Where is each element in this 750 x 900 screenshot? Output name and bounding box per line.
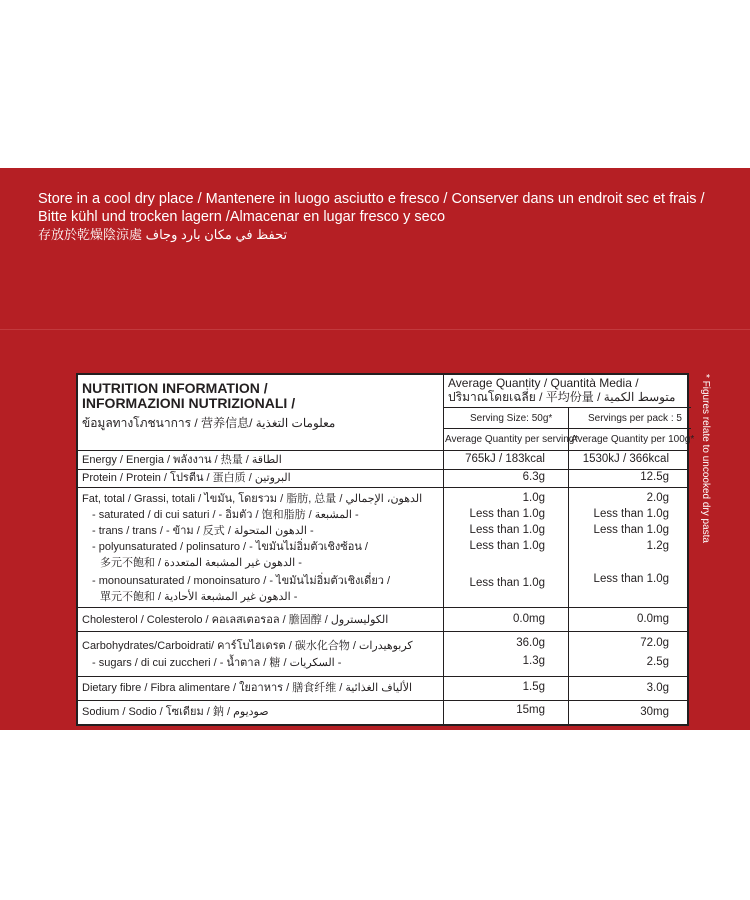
footnote: [697, 374, 715, 574]
band-divider: [0, 329, 750, 330]
rule-protein: [78, 487, 687, 488]
fat-serving: 1.0g: [522, 492, 545, 504]
rule-cholesterol: [78, 631, 687, 632]
saturated-label: - saturated / di cui saturi / - อิ่มตัว / 饱和脂肪 / المشبعة -: [92, 509, 359, 521]
sugars-serving: 1.3g: [522, 655, 545, 667]
cholesterol-label: Cholesterol / Colesterolo / คอเลสเตอรอล / 膽固醇 / الكوليسترول: [82, 614, 389, 626]
cholesterol-per100: 0.0mg: [637, 613, 669, 625]
protein-label: Protein / Protein / โปรตีน / 蛋白质 / البروتين: [82, 472, 291, 484]
col-divider-1: [443, 375, 444, 726]
mono-per100: Less than 1.0g: [593, 573, 669, 585]
saturated-per100: Less than 1.0g: [593, 508, 669, 520]
rule-carbs-block: [78, 676, 687, 677]
title-line-2: INFORMAZIONI NUTRIZIONALI /: [82, 395, 296, 411]
sugars-per100: 2.5g: [646, 656, 669, 668]
sugars-label: - sugars / di cui zuccheri / - น้ำตาล / 糖 / السكريات -: [92, 657, 342, 669]
energy-label: Energy / Energia / พลังงาน / 热量 / الطاقة: [82, 454, 282, 466]
sodium-per100: 30mg: [640, 706, 669, 718]
fibre-serving: 1.5g: [522, 681, 545, 693]
fat-label: Fat, total / Grassi, totali / ไขมัน, โดยรวม / 脂肪, 总量 / الدهون، الإجمالي: [82, 493, 423, 505]
saturated-serving: Less than 1.0g: [469, 508, 545, 520]
title-line-1: NUTRITION INFORMATION /: [82, 380, 268, 396]
servings-per-pack: Servings per pack : 5: [588, 413, 682, 424]
sodium-label: Sodium / Sodio / โซเดียม / 鈉 / صوديوم: [82, 706, 269, 718]
mono-label-2: 單元不飽和 / الدهون غير المشبعة الأحادية -: [100, 591, 298, 603]
rule-energy: [78, 469, 687, 470]
avg-qty-line-1: Average Quantity / Quantità Media /: [448, 376, 639, 390]
carbs-serving: 36.0g: [516, 637, 545, 649]
mono-serving: Less than 1.0g: [469, 577, 545, 589]
poly-per100: 1.2g: [646, 540, 669, 552]
storage-line-1: Store in a cool dry place / Mantenere in luogo asciutto e fresco / Conserver dans un endroit sec et frais /: [38, 191, 705, 207]
carbs-per100: 72.0g: [640, 637, 669, 649]
energy-serving: 765kJ / 183kcal: [465, 453, 545, 465]
fibre-per100: 3.0g: [646, 682, 669, 694]
storage-instructions: [38, 190, 750, 244]
carbs-label: Carbohydrates/Carboidrati/ คาร์โบไฮเดรต / 碳水化合物 / كربوهيدرات: [82, 640, 413, 652]
rule-header-bottom: [78, 450, 687, 451]
col-divider-2: [568, 407, 569, 726]
avg-qty-line-2: ปริมาณโดยเฉลี่ย / 平均份量 / متوسط الكمية: [448, 390, 676, 404]
trans-label: - trans / trans / - ข้าม / 反式 / الدهون المتحولة -: [92, 525, 314, 537]
storage-line-2: Bitte kühl und trocken lagern /Almacenar en lugar fresco y seco: [38, 209, 446, 225]
protein-serving: 6.3g: [522, 471, 545, 483]
rule-serving-top: [443, 407, 691, 408]
fibre-label: Dietary fibre / Fibra alimentare / ใยอาหาร / 膳食纤维 / الألياف الغذائية: [82, 682, 413, 694]
storage-line-3: 存放於乾燥陰涼處 تحفظ في مكان بارد وجاف: [38, 227, 288, 242]
poly-label-1: - polyunsaturated / polinsaturo / - ไขมันไม่อิ่มตัวเชิงซ้อน /: [92, 541, 368, 553]
protein-per100: 12.5g: [640, 471, 669, 483]
rule-fat-block: [78, 607, 687, 608]
poly-serving: Less than 1.0g: [469, 540, 545, 552]
energy-per100: 1530kJ / 366kcal: [582, 453, 669, 465]
serving-size: Serving Size: 50g*: [470, 413, 553, 424]
nutrition-table: [76, 373, 695, 726]
sodium-serving: 15mg: [516, 704, 545, 716]
trans-serving: Less than 1.0g: [469, 524, 545, 536]
avg-per-100g-header: Average Quantity per 100g*: [571, 434, 695, 445]
rule-serving-mid: [443, 428, 691, 429]
footnote-text: * Figures relate to uncooked dry pasta: [700, 374, 711, 543]
title-line-3: ข้อมูลทางโภชนาการ / 营养信息/ معلومات التغذية: [82, 416, 336, 430]
avg-per-serving-header: Average Quantity per serving*: [445, 434, 579, 445]
trans-per100: Less than 1.0g: [593, 524, 669, 536]
cholesterol-serving: 0.0mg: [513, 613, 545, 625]
rule-fibre: [78, 700, 687, 701]
mono-label-1: - monounsaturated / monoinsaturo / - ไขมันไม่อิ่มตัวเชิงเดี่ยว /: [92, 575, 391, 587]
poly-label-2: 多元不飽和 / الدهون غير المشبعة المتعددة -: [100, 557, 302, 569]
fat-per100: 2.0g: [646, 492, 669, 504]
